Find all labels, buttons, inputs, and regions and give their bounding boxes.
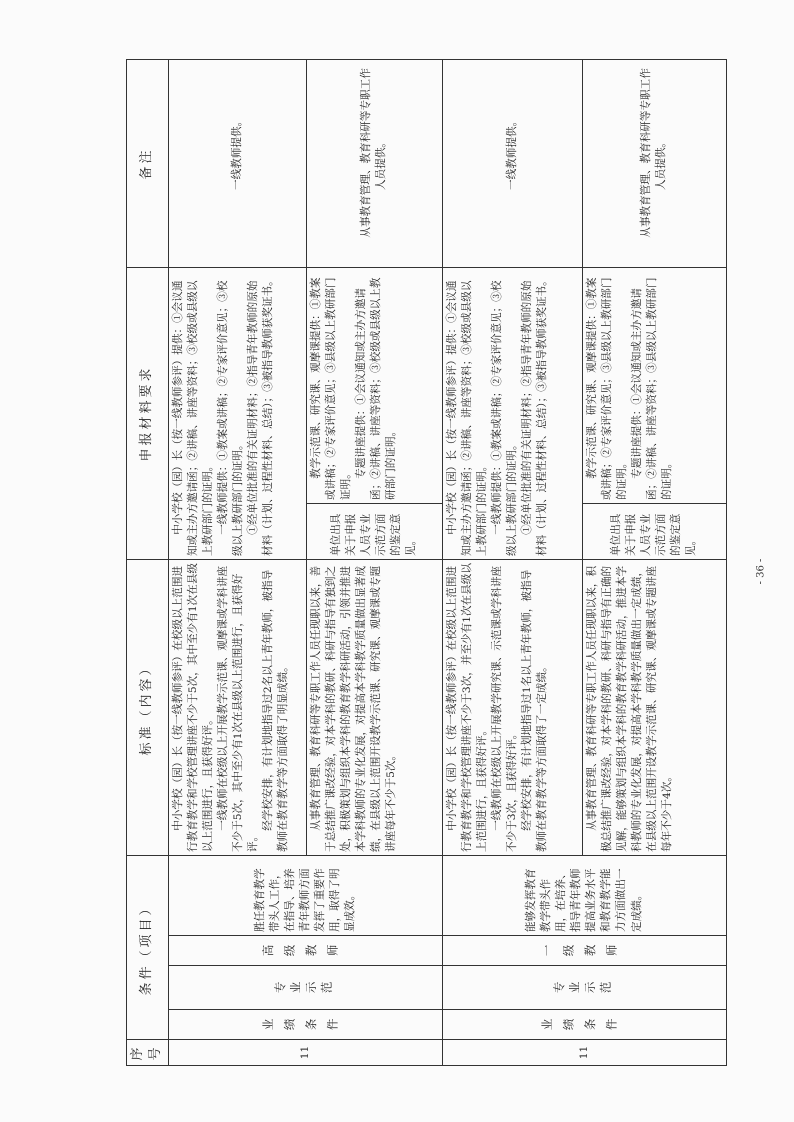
header-condition: 条件（项目） <box>127 855 169 1039</box>
category-cell: 业绩条件 <box>442 1010 726 1040</box>
requirement-cell: 中小学校（园）长（按一线教师参评）提供：①会议通知或主办方邀请函；②讲稿、讲座等资料；③校级或县级以上教研部门的证明。 一线教师提供：①教案或讲稿；②专家评价意见；③校级以上教研部门的证明。 ①经单位批准的有关证明材料；②指导青年教师的原始材料（计划、过程性材料、总结）；③被指导教师获奖证书。 <box>442 267 582 559</box>
category-cell: 业绩条件 <box>168 1010 442 1040</box>
note-cell: 一线教师提供。 <box>442 59 582 267</box>
requirement-cell: 教学示范课、研究课、观摩课提供：①教案或讲稿；②专家评价意见；③县级以上教研部门的证明。 专题讲座提供：①会议通知或主办方邀请函；②讲稿、讲座等资料；③县级以上教研部门的证明。 <box>582 267 726 503</box>
header-row <box>127 59 169 1065</box>
table-row <box>442 59 582 1065</box>
note-cell: 一线教师提供。 <box>168 59 306 267</box>
standard-cell: 从事教育管理、教育科研等专职工作人员任现职以来，积极总结推广课改经验，对本学科的教研、科研与指导有正确的见解，能够策划与组织本学科的教育教学科研活动，推进本学科教师的专业化发展，对提高本学科教学质量做出一定成绩，在县级以上范围开设教学示范课、研究课、观摩课或专题讲座每年不少于4次。 <box>582 559 726 855</box>
table-row <box>168 59 306 1065</box>
seq-cell: 11 <box>442 1040 726 1066</box>
header-seq: 序号 <box>127 1040 169 1066</box>
header-standard: 标准（内容） <box>127 559 169 855</box>
rotated-table-wrapper <box>126 60 710 1066</box>
requirement-cell: 教学示范课、研究课、观摩课提供：①教案或讲稿；②专家评价意见；③县级以上教研部门证明。 专题讲座提供：①会议通知或主办方邀请函；②讲稿、讲座等资料；③校级或县级以上教研部门的证明。 <box>306 267 442 503</box>
seq-cell: 11 <box>168 1040 442 1066</box>
requirement-cell: 中小学校（园）长（按一线教师参评）提供：①会议通知或主办方邀请函；②讲稿、讲座等资料；③校级或县级以上教研部门的证明。 一线教师提供：①教案或讲稿；②专家评价意见；③校级以上教研部门的证明。 ①经单位批准的有关证明材料；②指导青年教师的原始材料（计划、过程性材料、总结）；③被指导教师获奖证书。 <box>168 267 306 559</box>
level-cell: 高级教师 <box>168 936 442 966</box>
item-cell: 专业示范 <box>168 966 442 1010</box>
note-cell: 从事教育管理、教育科研等专职工作人员提供。 <box>306 59 442 267</box>
unit-cell: 单位出具关于申报人员专业示范方面的鉴定意见。 <box>582 503 726 559</box>
header-note: 备注 <box>127 59 169 267</box>
standard-cell: 从事教育管理、教育科研等专职工作人员任现职以来，善于总结推广课改经验，对本学科的教研、科研与指导有独到之处，积极策划与组织本学科的教育教学科研活动，引领并推进本学科教师的专业化发展，对提高本学科教学质量做出显著成绩，在县级以上范围开设教学示范课、研究课、观摩课或专题讲座每年不少于5次。 <box>306 559 442 855</box>
page-number: - 36 - <box>755 558 767 585</box>
header-requirements: 申报材料要求 <box>127 267 169 559</box>
desc-cell: 胜任教育教学带头人工作，在指导、培养青年教师方面发挥了重要作用，取得了明显成效。 <box>168 855 442 935</box>
standard-cell: 中小学校（园）长（按一线教师参评）在校级以上范围进行教育教学和学校管理讲座不少于5次，其中至少有1次在县级以上范围进行，且获得好评。 一线教师在校级以上开展教学示范课、观摩课或学科讲座不少于5次，其中至少有1次在县级以上范围进行，且获得好评。 经学校安排，有计划地指导过2名以上青年教师，被指导教师在教育教学等方面取得了明显成绩。 <box>168 559 306 855</box>
level-cell: 一级教师 <box>442 936 726 966</box>
item-cell: 专业示范 <box>442 966 726 1010</box>
unit-cell: 单位出具关于申报人员专业示范方面的鉴定意见。 <box>306 503 442 559</box>
note-cell: 从事教育管理、教育科研等专职工作人员提供。 <box>582 59 726 267</box>
desc-cell: 能够发挥教育教学带头作用，在培养、指导青年教师提高业务水平和教育教学能力方面做出一定成绩。 <box>442 855 726 935</box>
criteria-table <box>126 59 727 1066</box>
standard-cell: 中小学校（园）长（按一线教师参评）在校级以上范围进行教育教学和学校管理讲座不少于3次，并至少有1次在县级以上范围进行，且获得好评。 一线教师在校级以上开展教学研究课、示范课或学科讲座不少于3次，且获得好评。 经学校安排，有计划地指导过1名以上青年教师，被指导教师在教育教学等方面取得了一定成绩。 <box>442 559 582 855</box>
